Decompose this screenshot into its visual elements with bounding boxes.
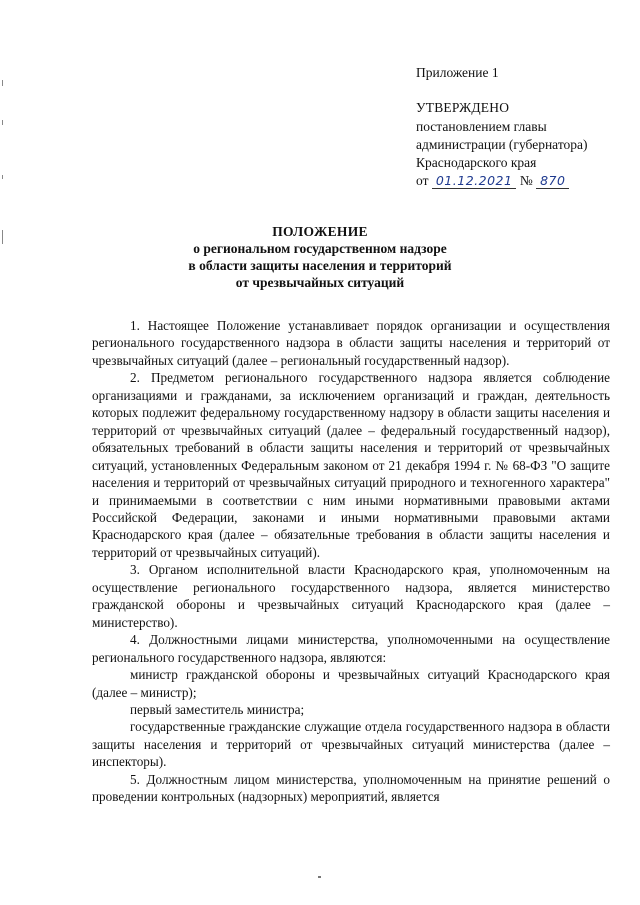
paragraph: 3. Органом исполнительной власти Краснодарского края, уполномоченным на осуществление регионального государственного надзора, является министерство гражданской обороны и чрезвычайных ситуаций Краснодарского края (далее – министерство). [92, 562, 610, 630]
document-body [92, 317, 610, 806]
date-number-line [416, 172, 626, 190]
scan-margin-marks [0, 80, 8, 260]
paragraph: 5. Должностным лицом министерства, уполномоченным на принятие решений о проведении контрольных (надзорных) мероприятий, является [92, 771, 610, 805]
title-line: от чрезвычайных ситуаций [235, 275, 405, 290]
document-title [150, 223, 490, 291]
approval-line: Краснодарского края [416, 155, 537, 170]
paragraph: 1. Настоящее Положение устанавливает порядок организации и осуществления регионального государственного надзора в области защиты населения и территорий от чрезвычайных ситуаций (далее – региональный государственный надзор). [92, 318, 610, 368]
paragraph: государственные гражданские служащие отдела государственного надзора в области защиты населения и территорий от чрезвычайных ситуаций министерства (далее – инспекторы). [92, 719, 610, 770]
approval-line: администрации (губернатора) [416, 137, 588, 152]
approval-line: постановлением главы [416, 119, 547, 134]
title-line: о региональном государственном надзоре [193, 241, 447, 256]
title-line: в области защиты населения и территорий [188, 258, 452, 273]
number-label: № [519, 173, 533, 188]
paragraph: первый заместитель министра; [130, 701, 305, 717]
title-main: ПОЛОЖЕНИЕ [272, 224, 368, 239]
paragraph: 4. Должностными лицами министерства, уполномоченными на осуществление регионального государственного надзора, являются: [92, 632, 610, 665]
approval-block [416, 64, 626, 190]
paragraph: 2. Предметом регионального государственного надзора является соблюдение организациями и гражданами, за исключением организаций и граждан, деятельность которых подлежит федеральному государственному надзору в области защиты населения и территорий от чрезвычайных ситуаций (далее – федеральный государственный надзор), обязательных требований в области защиты населения и территорий от чрезвычайных ситуаций, установленных Федеральным законом от 21 декабря 1994 г. № 68-ФЗ "О защите населения и территорий от чрезвычайных ситуаций природного и техногенного характера" и принимаемыми в соответствии с ним иными нормативными правовыми актами Российской Федерации, законами и иными нормативными правовыми актами Краснодарского края (далее – обязательные требования в области защиты населения и территорий от чрезвычайных ситуаций). [92, 370, 610, 560]
handwritten-date: 01.12.2021 [432, 174, 517, 189]
page-footer-mark [318, 876, 321, 878]
from-label: от [416, 173, 429, 188]
paragraph: министр гражданской обороны и чрезвычайных ситуаций Краснодарского края (далее – министр); [92, 667, 610, 700]
appendix-label: Приложение 1 [416, 65, 499, 80]
approved-stamp-text: УТВЕРЖДЕНО [416, 100, 510, 115]
handwritten-number: 870 [536, 174, 569, 189]
